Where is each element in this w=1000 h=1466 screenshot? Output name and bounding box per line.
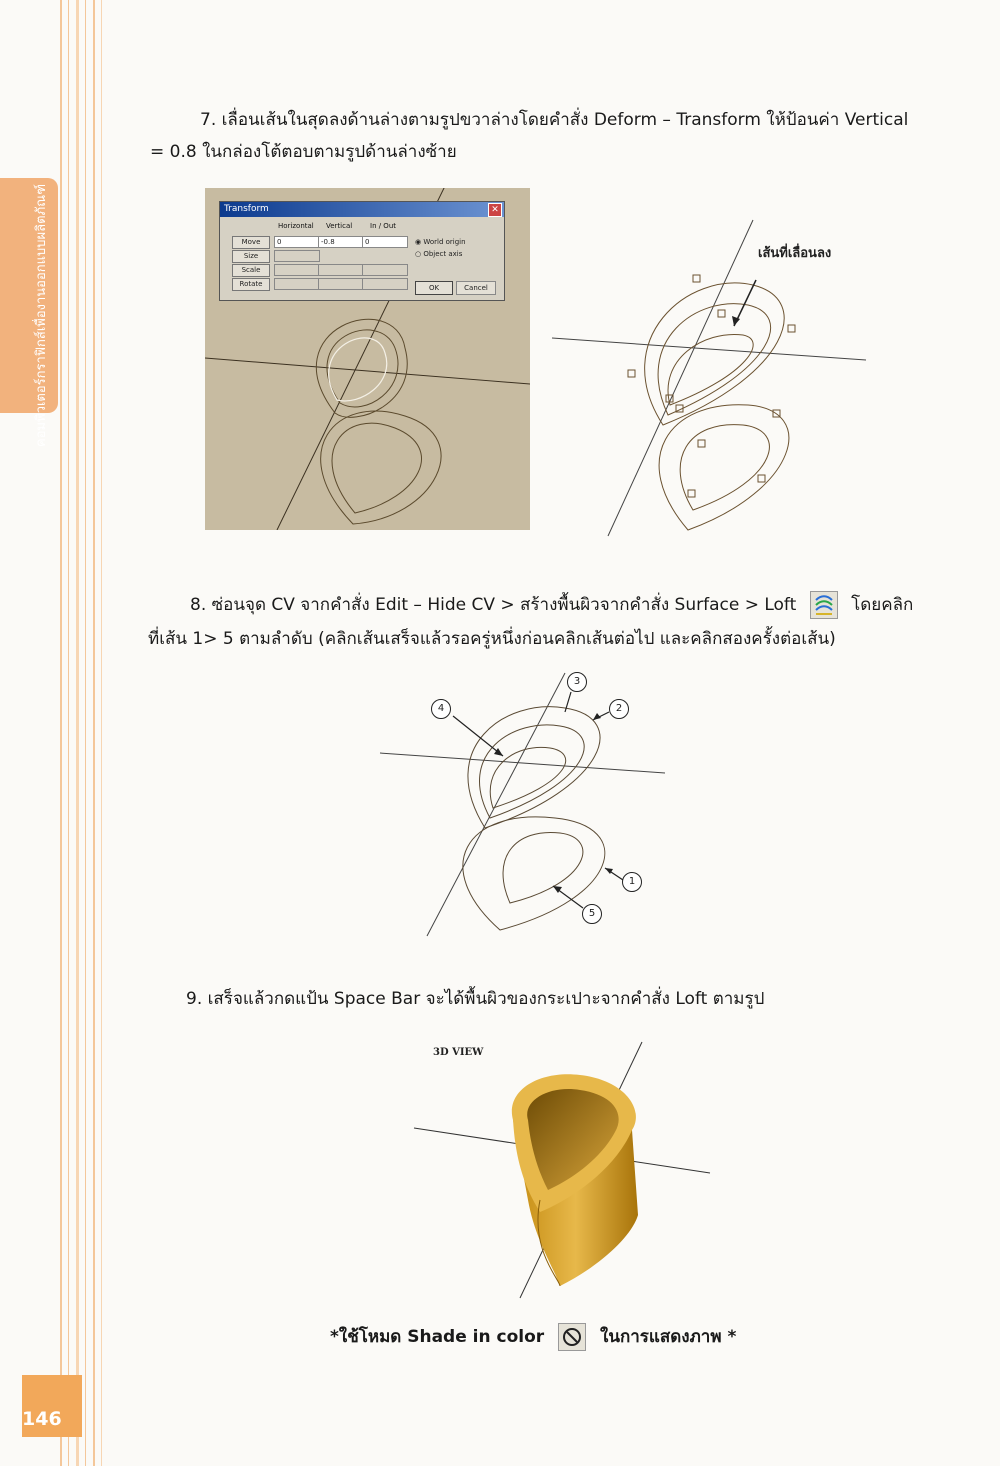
step8-line1-text: 8. ซ่อนจุด CV จากคำสั่ง Edit – Hide CV > สร้างพื้นผิวจากคำสั่ง Surface > Loft [190,595,797,615]
move-horizontal-field[interactable]: 0 [274,236,320,248]
moved-curve-figure [548,190,873,540]
step8-line2: ที่เส้น 1> 5 ตามลำดับ (คลิกเส้นเสร็จแล้วรอครู่หนึ่งก่อนคลิกเส้นต่อไป และคลิกสองครั้งต่อเส้น) [148,629,836,649]
dialog-title-bar [220,202,504,217]
scale-vertical-field[interactable] [318,264,364,276]
loft-icon-graphic [811,592,837,618]
shade-note-end: ในการแสดงภาพ * [600,1327,737,1347]
radio-object-axis[interactable]: ○ Object axis [415,250,463,258]
3d-view-label: 3D VIEW [433,1047,484,1058]
rotate-horizontal-field[interactable] [274,278,320,290]
loft-surface-render [410,1040,720,1302]
ok-button[interactable]: OK [415,281,453,295]
loft-icon [810,591,838,619]
3d-view-figure [410,1040,720,1302]
step8-line1-end: โดยคลิก [851,595,914,615]
shade-in-color-icon [558,1323,586,1351]
step7-line2: = 0.8 ในกล่องโต้ตอบตามรูปด้านล่างซ้าย [150,142,457,162]
size-button[interactable]: Size [232,250,270,263]
rotate-vertical-field[interactable] [318,278,364,290]
col-inout: In / Out [370,222,397,230]
radio-world-label: World origin [423,238,466,246]
side-tab-label: คอมพิวเตอร์กราฟิกส์เพื่องานออกแบบผลิตภัณฑ์ [34,184,49,447]
curve-label-2: 2 [609,699,629,719]
radio-object-label: Object axis [423,250,463,258]
col-vertical: Vertical [326,222,353,230]
move-inout-field[interactable]: 0 [362,236,408,248]
close-icon[interactable]: ✕ [488,203,502,217]
radio-world-origin[interactable]: ◉ World origin [415,238,466,246]
move-vertical-field[interactable]: -0.8 [318,236,364,248]
shade-icon-graphic [559,1324,585,1350]
step9-line1: 9. เสร็จแล้วกดแป้น Space Bar จะได้พื้นผิวของกระเปาะจากคำสั่ง Loft ตามรูป [186,989,765,1009]
rotate-inout-field[interactable] [362,278,408,290]
curve-label-5: 5 [582,904,602,924]
curve-label-3: 3 [567,672,587,692]
shade-note [330,1322,736,1353]
cancel-button[interactable]: Cancel [456,281,496,295]
transform-screenshot [205,188,530,530]
transform-dialog [219,201,505,301]
rotate-button[interactable]: Rotate [232,278,270,291]
moved-curve-label: เส้นที่เลื่อนลง [758,246,832,261]
step8-line1 [190,590,913,621]
scale-inout-field[interactable] [362,264,408,276]
chapter-side-tab [0,178,58,447]
shade-note-start: *ใช้โหมด Shade in color [330,1327,545,1347]
page-number: 146 [22,1408,62,1430]
size-horizontal-field[interactable] [274,250,320,262]
scale-button[interactable]: Scale [232,264,270,277]
col-horizontal: Horizontal [278,222,314,230]
dialog-title: Transform [224,204,269,214]
curve-label-4: 4 [431,699,451,719]
loft-curves-figure [375,668,670,940]
scale-horizontal-field[interactable] [274,264,320,276]
curve-label-1: 1 [622,872,642,892]
move-button[interactable]: Move [232,236,270,249]
step7-line1: 7. เลื่อนเส้นในสุดลงด้านล่างตามรูปขวาล่างโดยคำสั่ง Deform – Transform ให้ป้อนค่า Vertical [200,110,909,130]
